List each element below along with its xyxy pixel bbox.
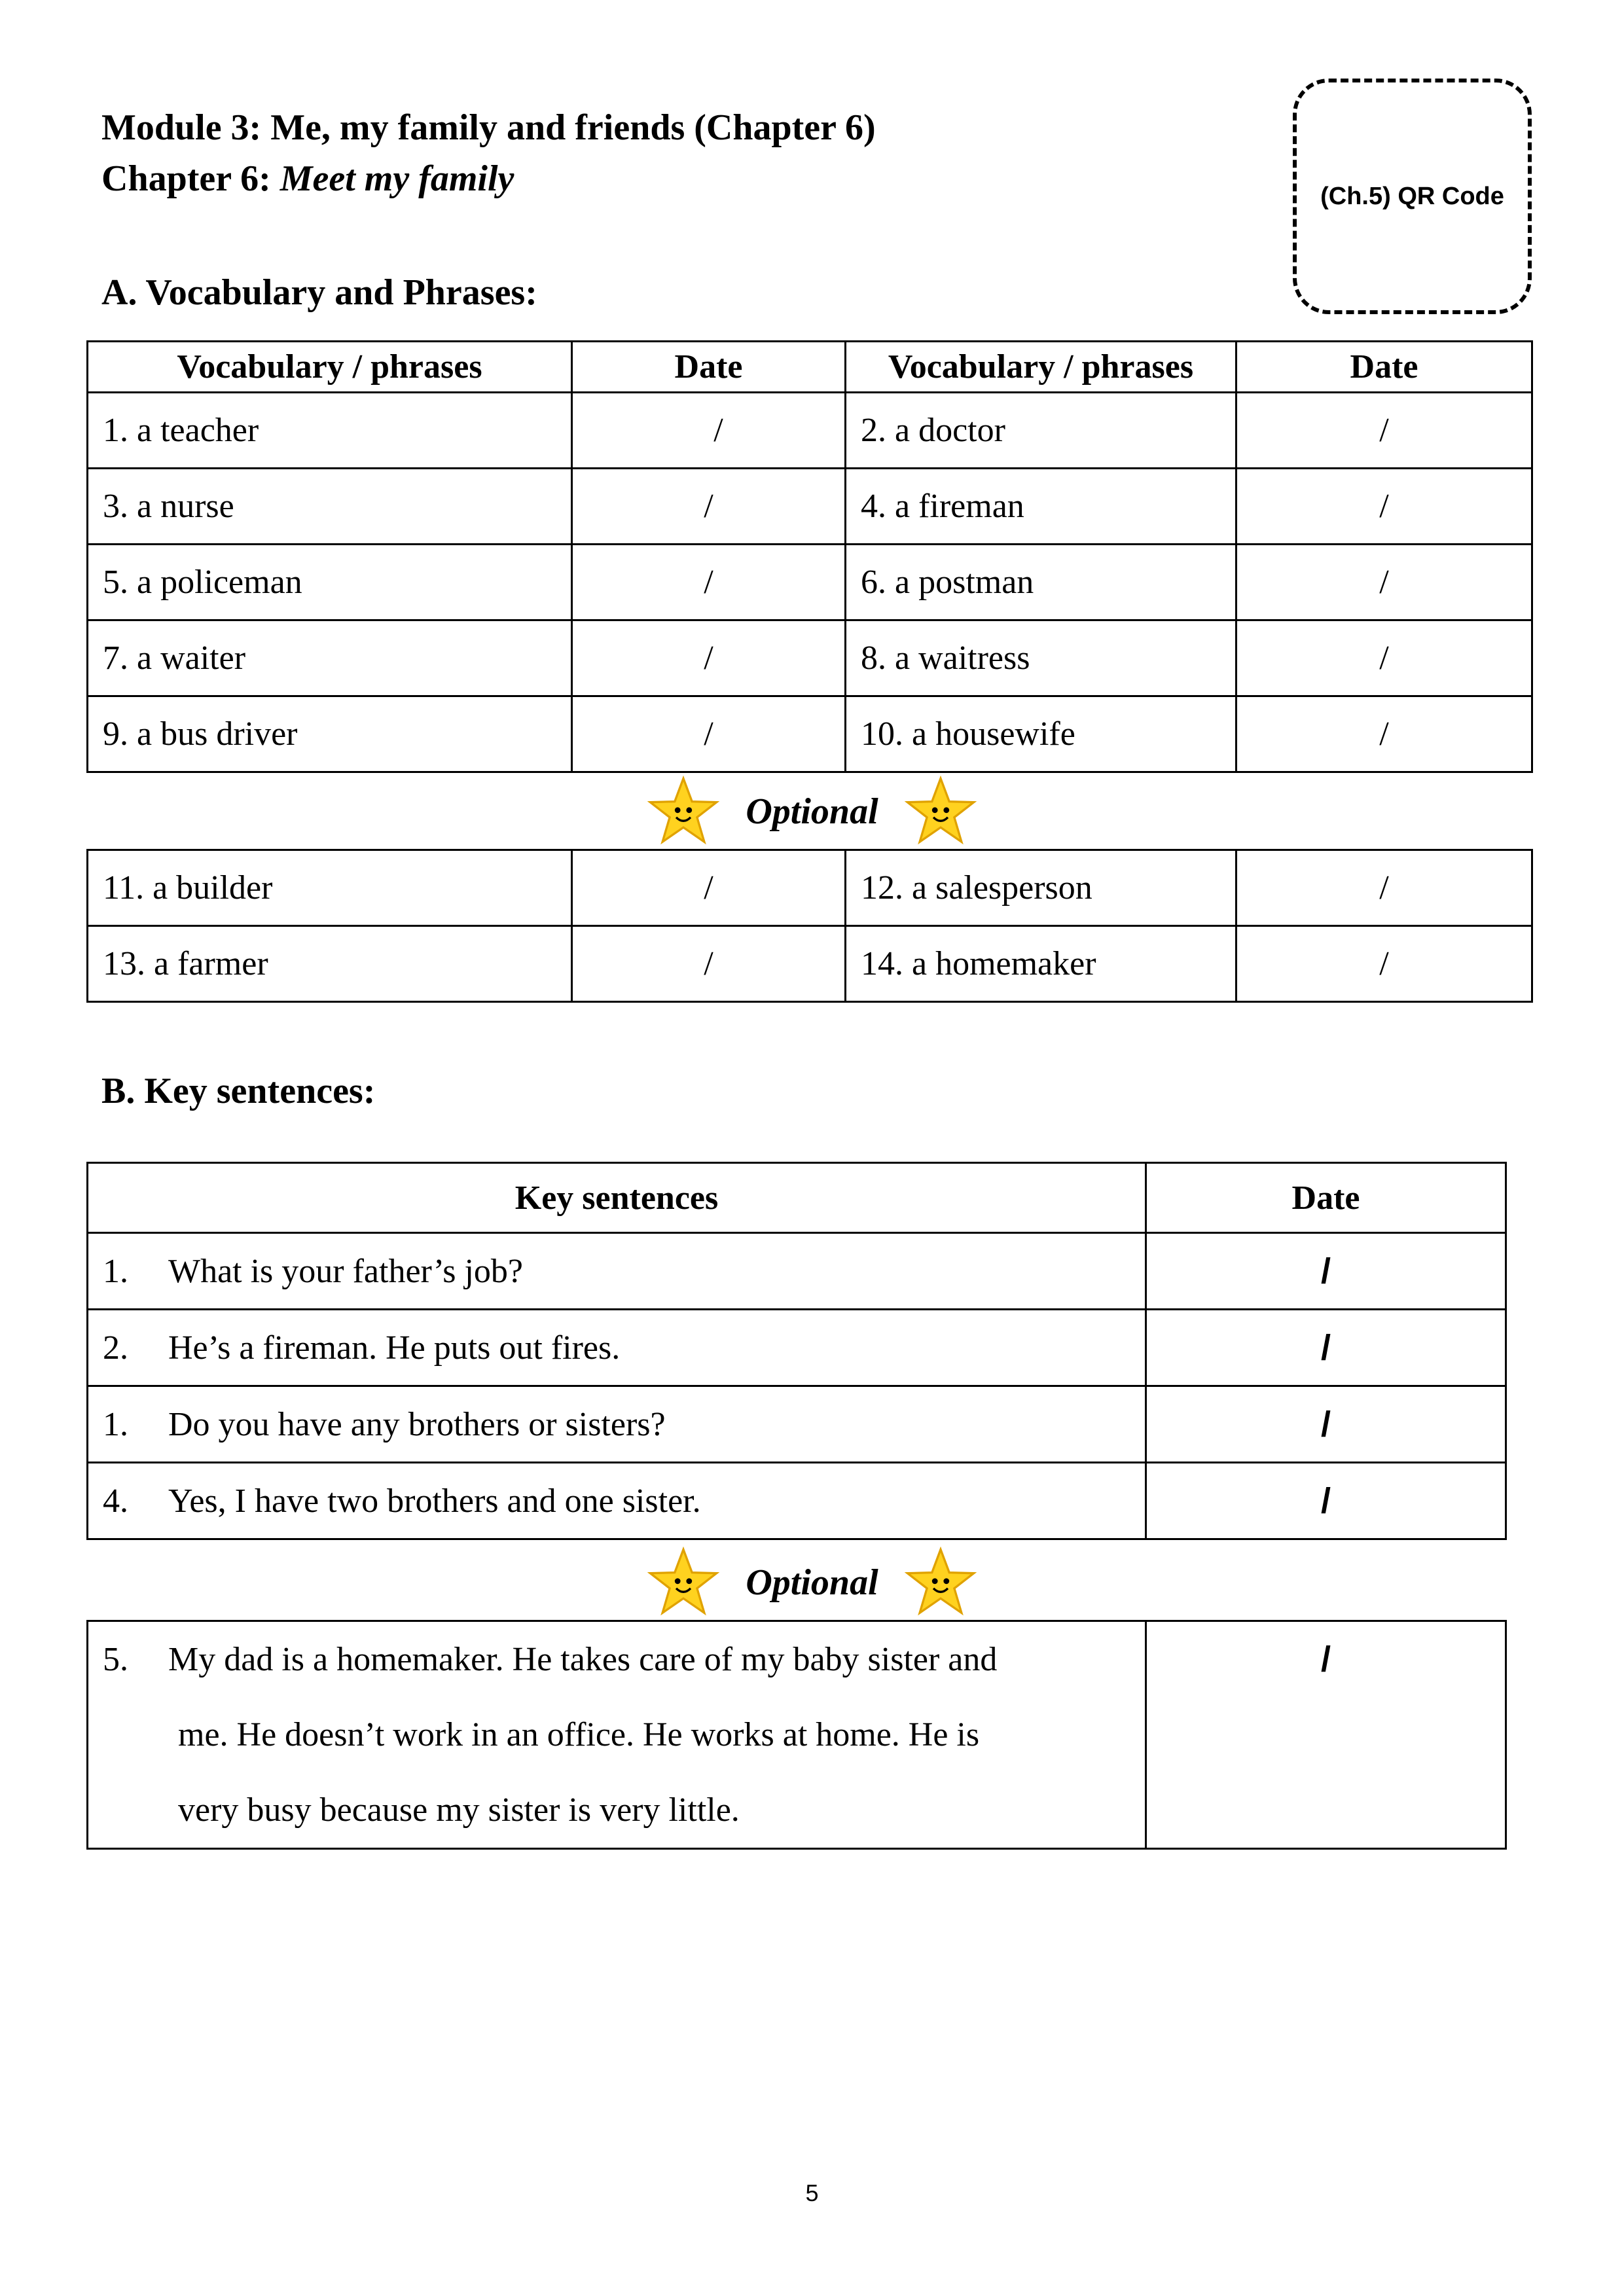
table-row [88,1233,1506,1310]
module-title: Module 3: Me, my family and friends (Chapter 6) [101,107,876,148]
key-sentence: 5. My dad is a homemaker. He takes care of my baby sister and me. He doesn’t work in an office. He works at home. He is very busy because my sister is very little. [88,1621,1146,1849]
date-field[interactable]: / [572,545,846,620]
col-header-sentences: Key sentences [88,1163,1146,1233]
date-field[interactable]: / [1146,1310,1506,1386]
section-a-heading: A. Vocabulary and Phrases: [101,272,537,313]
vocab-item: 13. a farmer [88,926,572,1002]
optional-sentence-table [86,1620,1507,1850]
vocab-item: 2. a doctor [846,393,1236,469]
key-sentence: 2. He’s a fireman. He puts out fires. [88,1310,1146,1386]
table-row [88,545,1532,620]
date-field[interactable]: / [1236,926,1532,1002]
vocab-item: 9. a bus driver [88,696,572,772]
col-header-date: Date [1236,342,1532,393]
page-number: 5 [805,2179,819,2206]
key-sentence: 4. Yes, I have two brothers and one sister. [88,1463,1146,1539]
vocab-item: 7. a waiter [88,620,572,696]
vocab-item: 3. a nurse [88,469,572,545]
date-field[interactable]: / [1236,696,1532,772]
vocab-item: 11. a builder [88,850,572,926]
date-field[interactable]: / [572,393,846,469]
optional-label: Optional [746,791,878,832]
table-row [88,696,1532,772]
date-field[interactable]: / [1146,1233,1506,1310]
date-field[interactable]: / [572,696,846,772]
table-row [88,620,1532,696]
vocab-item: 12. a salesperson [846,850,1236,926]
optional-banner-b [0,1547,1624,1619]
vocab-table [86,340,1533,773]
table-row [88,1621,1506,1849]
date-field[interactable]: / [1146,1386,1506,1463]
table-row [88,469,1532,545]
date-field[interactable]: / [1146,1463,1506,1539]
key-sentence: 1. Do you have any brothers or sisters? [88,1386,1146,1463]
col-header-date: Date [1146,1163,1506,1233]
date-field[interactable]: / [1236,469,1532,545]
smiley-star-icon [647,1547,719,1619]
key-sentences-header [88,1163,1506,1233]
vocab-table-header [88,342,1532,393]
date-field[interactable]: / [572,469,846,545]
date-field[interactable]: / [1236,393,1532,469]
optional-banner-a [0,776,1624,848]
date-field[interactable]: / [572,850,846,926]
optional-vocab-table [86,849,1533,1003]
col-header-vocab: Vocabulary / phrases [88,342,572,393]
vocab-item: 5. a policeman [88,545,572,620]
chapter-label: Chapter 6: [101,158,271,199]
qr-code-label: (Ch.5) QR Code [1320,182,1504,210]
vocab-item: 1. a teacher [88,393,572,469]
col-header-vocab: Vocabulary / phrases [846,342,1236,393]
vocab-item: 8. a waitress [846,620,1236,696]
key-sentence: 1. What is your father’s job? [88,1233,1146,1310]
date-field[interactable]: / [572,926,846,1002]
date-field[interactable]: / [1236,620,1532,696]
vocab-item: 6. a postman [846,545,1236,620]
vocab-item: 14. a homemaker [846,926,1236,1002]
table-row [88,1386,1506,1463]
table-row [88,926,1532,1002]
key-sentences-table [86,1162,1507,1540]
qr-code-placeholder [1293,79,1532,314]
date-field[interactable]: / [1236,545,1532,620]
chapter-title [101,156,514,202]
table-row [88,1310,1506,1386]
chapter-name: Meet my family [280,158,514,199]
date-field[interactable]: / [1236,850,1532,926]
date-field[interactable]: / [1146,1621,1506,1849]
table-row [88,393,1532,469]
smiley-star-icon [647,776,719,848]
section-b-heading: B. Key sentences: [101,1071,376,1111]
col-header-date: Date [572,342,846,393]
smiley-star-icon [905,776,977,848]
optional-label: Optional [746,1562,878,1603]
table-row [88,850,1532,926]
vocab-item: 10. a housewife [846,696,1236,772]
smiley-star-icon [905,1547,977,1619]
vocab-item: 4. a fireman [846,469,1236,545]
table-row [88,1463,1506,1539]
date-field[interactable]: / [572,620,846,696]
